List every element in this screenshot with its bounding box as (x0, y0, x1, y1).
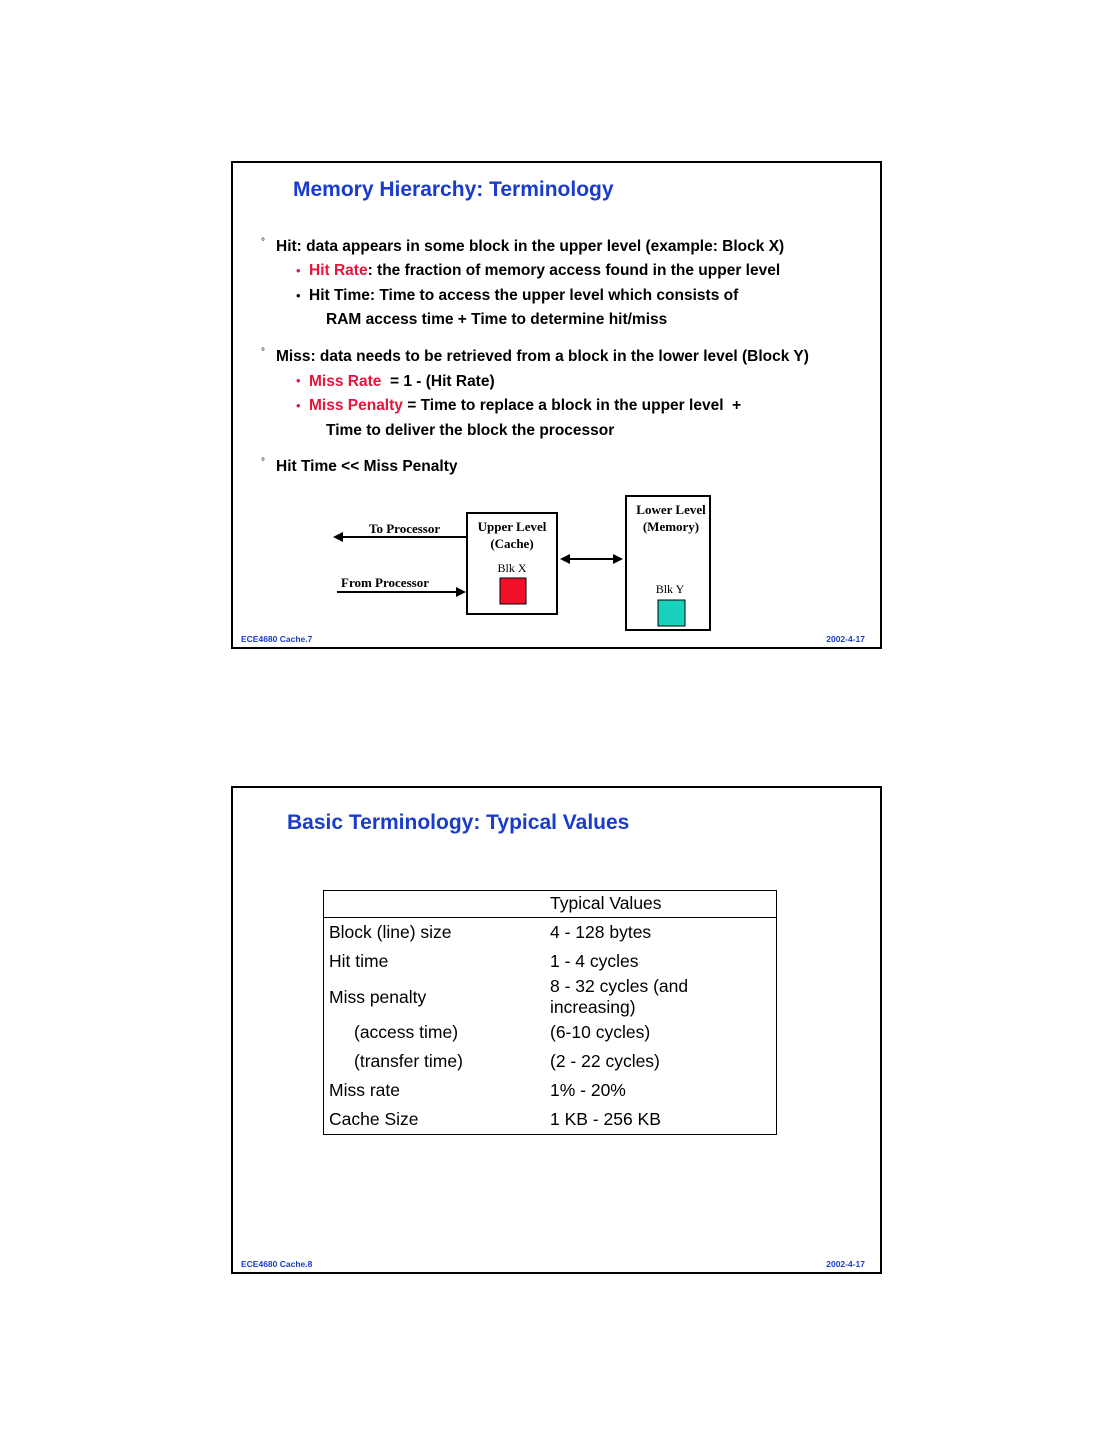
sub-bullet-hit-time-cont: RAM access time + Time to determine hit/miss (326, 311, 668, 328)
parameter-cell: Miss rate (329, 1080, 400, 1100)
arrowhead-right-icon (456, 587, 466, 597)
blk-x-label: Blk X (497, 561, 527, 575)
value-cell: 1 - 4 cycles (550, 951, 639, 971)
term-hit-rate: Hit Rate (309, 262, 368, 279)
value-cell: (2 - 22 cycles) (550, 1051, 660, 1071)
bullet-miss: Miss: data needs to be retrieved from a block in the lower level (Block Y) (276, 348, 809, 365)
bullet-hit-time-vs-miss-penalty: Hit Time << Miss Penalty (276, 458, 458, 475)
slide-title: Basic Terminology: Typical Values (287, 811, 630, 834)
footer-date: 2002-4-17 (826, 634, 865, 644)
table-row (324, 1105, 777, 1135)
bullet-degree-icon: ° (261, 347, 265, 358)
lower-level-label (626, 501, 716, 535)
parameter-cell: (transfer time) (354, 1051, 463, 1071)
from-processor-label: From Processor (341, 575, 429, 590)
table-row (324, 1047, 777, 1076)
value-cell: (6-10 cycles) (550, 1022, 651, 1042)
bullet-dot-icon: • (296, 263, 301, 278)
bullet-degree-icon: ° (261, 237, 265, 248)
lower-level-subtitle: (Memory) (642, 519, 700, 534)
value-cell: 1 KB - 256 KB (550, 1109, 661, 1129)
term-miss-penalty: Miss Penalty (309, 397, 403, 414)
term-miss-rate: Miss Rate (309, 373, 382, 390)
table-header-cell (324, 891, 546, 918)
upper-level-label (467, 518, 557, 552)
typical-values-table (323, 890, 777, 1135)
arrowhead-left-icon (333, 532, 343, 542)
bullet-degree-icon: ° (261, 457, 265, 468)
sub-bullet-hit-rate (309, 262, 780, 280)
value-cell: 4 - 128 bytes (550, 922, 652, 942)
lower-level-title: Lower Level (636, 502, 706, 517)
blk-y-label: Blk Y (655, 582, 685, 596)
bullet-dot-icon: • (296, 398, 301, 413)
footer-date: 2002-4-17 (826, 1259, 865, 1269)
slide-typical-values (231, 786, 882, 1274)
sub-bullet-miss-rate (309, 373, 495, 391)
arrowhead-right-icon (613, 554, 623, 564)
to-processor-label: To Processor (369, 521, 441, 536)
definition-hit-rate: : the fraction of memory access found in the upper level (367, 262, 781, 279)
arrowhead-left-icon (560, 554, 570, 564)
sub-bullet-hit-time: Hit Time: Time to access the upper level which consists of (309, 287, 739, 304)
memory-hierarchy-diagram (323, 493, 723, 638)
value-cell: 1% - 20% (550, 1080, 626, 1100)
parameter-cell: Cache Size (329, 1109, 419, 1129)
parameter-cell: Hit time (329, 951, 389, 971)
table-row (324, 1076, 777, 1105)
definition-miss-penalty: = Time to replace a block in the upper level + (402, 397, 742, 414)
bullet-dot-icon: • (296, 288, 301, 303)
upper-level-title: Upper Level (477, 519, 547, 534)
bullet-hit: Hit: data appears in some block in the upper level (example: Block X) (276, 238, 785, 255)
table-row (324, 918, 777, 948)
table-row (324, 976, 777, 1018)
slide-title: Memory Hierarchy: Terminology (293, 178, 614, 201)
parameter-cell: Block (line) size (329, 922, 452, 942)
block-y (658, 600, 685, 626)
bullet-dot-icon: • (296, 373, 301, 388)
parameter-cell: (access time) (354, 1022, 459, 1042)
table-row (324, 947, 777, 976)
definition-miss-rate: = 1 - (Hit Rate) (381, 373, 495, 390)
sub-bullet-miss-penalty-cont: Time to deliver the block the processor (326, 422, 615, 439)
table-row (324, 1018, 777, 1047)
upper-level-subtitle: (Cache) (490, 536, 534, 551)
value-cell: 8 - 32 cycles (and increasing) (550, 976, 689, 1017)
table-header-row (324, 891, 777, 918)
sub-bullet-miss-penalty (309, 397, 741, 415)
footer-slide-id: ECE4680 Cache.7 (241, 634, 313, 644)
slide-memory-hierarchy-terminology (231, 161, 882, 649)
footer-slide-id: ECE4680 Cache.8 (241, 1259, 313, 1269)
parameter-cell: Miss penalty (329, 986, 427, 1007)
table-header-cell: Typical Values (545, 891, 777, 918)
block-x (500, 578, 526, 604)
